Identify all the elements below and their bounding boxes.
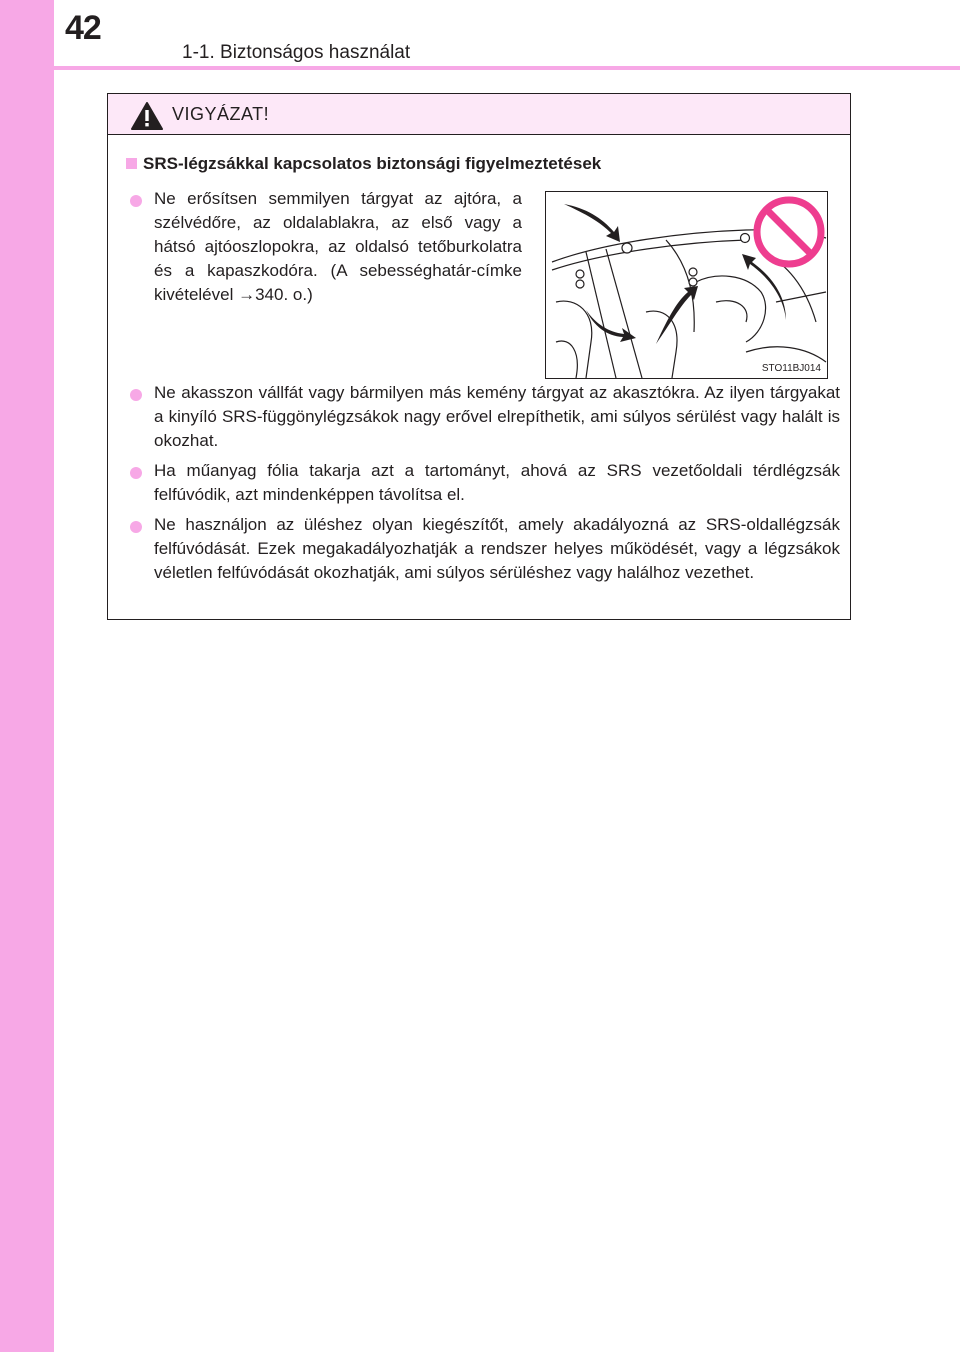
car-interior-illustration: [546, 192, 828, 379]
square-bullet-icon: [126, 158, 137, 169]
page-number: 42: [65, 9, 101, 47]
pink-margin-bar: [0, 0, 54, 1352]
caution-item-3: Ha műanyag fólia takarja azt a tartományt, ahová az SRS vezetőoldali térdlégzsák felfúvódik, azt mindenképpen távolítsa el.: [154, 461, 840, 504]
bullet-icon: [130, 521, 142, 533]
caution-subheading-text: SRS-légzsákkal kapcsolatos biztonsági figyelmeztetések: [143, 154, 602, 173]
caution-label: VIGYÁZAT!: [172, 104, 270, 124]
warning-triangle-icon: [130, 101, 164, 131]
header-rule: [54, 66, 960, 70]
caution-box: [107, 93, 851, 620]
caution-item-1: Ne erősítsen semmilyen tárgyat az ajtóra, a szélvédőre, az oldalablakra, az első vagy a hátsó ajtóoszlopokra, az oldalsó tetőburkolatra és a kapaszkodóra. (A sebességhatár-címke kivételével →340. o.): [154, 189, 522, 304]
caution-item-2: Ne akasszon vállfát vagy bármilyen más kemény tárgyat az akasztókra. Az ilyen tárgyakat a kinyíló SRS-függönylégzsákok nagy erővel elrepíthetik, ami súlyos sérülést vagy halált is okozhat.: [154, 383, 840, 450]
caution-subheading: [126, 154, 601, 174]
caution-header: [108, 94, 850, 135]
airbag-illustration: [545, 191, 828, 379]
bullet-icon: [130, 467, 142, 479]
caution-item-4: Ne használjon az üléshez olyan kiegészítőt, amely akadályozná az SRS-oldallégzsák felfúvódását. Ezek megakadályozhatják a rendszer helyes működését, vagy a légzsákok véletlen felfúvódását okozhatják, ami súlyos sérüléshez vagy halálhoz vezethet.: [154, 515, 840, 582]
bullet-icon: [130, 195, 142, 207]
bullet-icon: [130, 389, 142, 401]
section-title: 1-1. Biztonságos használat: [182, 42, 411, 63]
figure-code: STO11BJ014: [761, 363, 821, 374]
